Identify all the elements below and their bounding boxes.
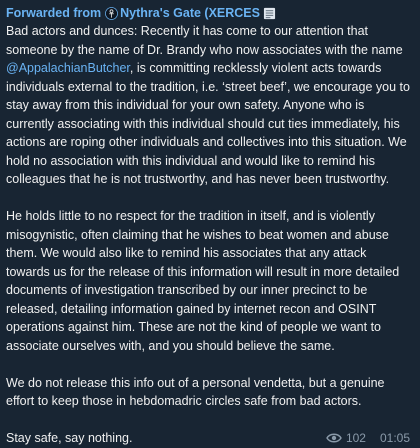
paragraph-1-start: Bad actors and dunces: Recently it has come to our attention that someone by the name of Dr. Brandy who now associates with the name bbox=[6, 24, 403, 57]
ankh-circle-icon bbox=[105, 7, 118, 20]
message-meta bbox=[318, 429, 410, 448]
paragraph-1-end: , is committing recklessly violent acts towards individuals external to the tradition, i.e. ‘street beef’, we encourage you to stay away from this individual for your own safety. Anyone who is currently associating with this individual should cut ties immediately, his actions are roping other individuals and collectives into this situation. We hold no association with this individual and would like to remind his colleagues that he is not trustworthy, and has never been trustworthy. bbox=[6, 61, 410, 186]
eye-icon bbox=[326, 432, 342, 444]
paragraph-1 bbox=[6, 22, 410, 189]
paragraph-4: Stay safe, say nothing. bbox=[6, 431, 133, 445]
user-mention-link[interactable]: @AppalachianButcher bbox=[6, 61, 130, 75]
forwarded-prefix: Forwarded from bbox=[6, 6, 102, 20]
document-lines-icon bbox=[263, 7, 276, 20]
message-time: 01:05 bbox=[379, 431, 410, 445]
forwarded-header[interactable] bbox=[6, 4, 410, 22]
channel-name[interactable]: Nythra's Gate (XERCES bbox=[120, 6, 260, 20]
paragraph-2: He holds little to no respect for the tradition in itself, and is violently misogynistic, often claiming that he wishes to beat women and abuse them. We would also like to remind his associates that any attack towards us for the release of this information will result in more detailed documents of investigation transcribed by our inner precinct to be released, detailing information gained by internet recon and OSINT operations against him. These are not the kind of people we want to associate ourselves with, and you should believe the same. bbox=[6, 209, 400, 353]
paragraph-3: We do not release this info out of a personal vendetta, but a genuine effort to keep those in hebdomadric circles safe from bad actors. bbox=[6, 375, 385, 408]
message-text bbox=[6, 22, 410, 448]
view-count: 102 bbox=[345, 431, 366, 445]
